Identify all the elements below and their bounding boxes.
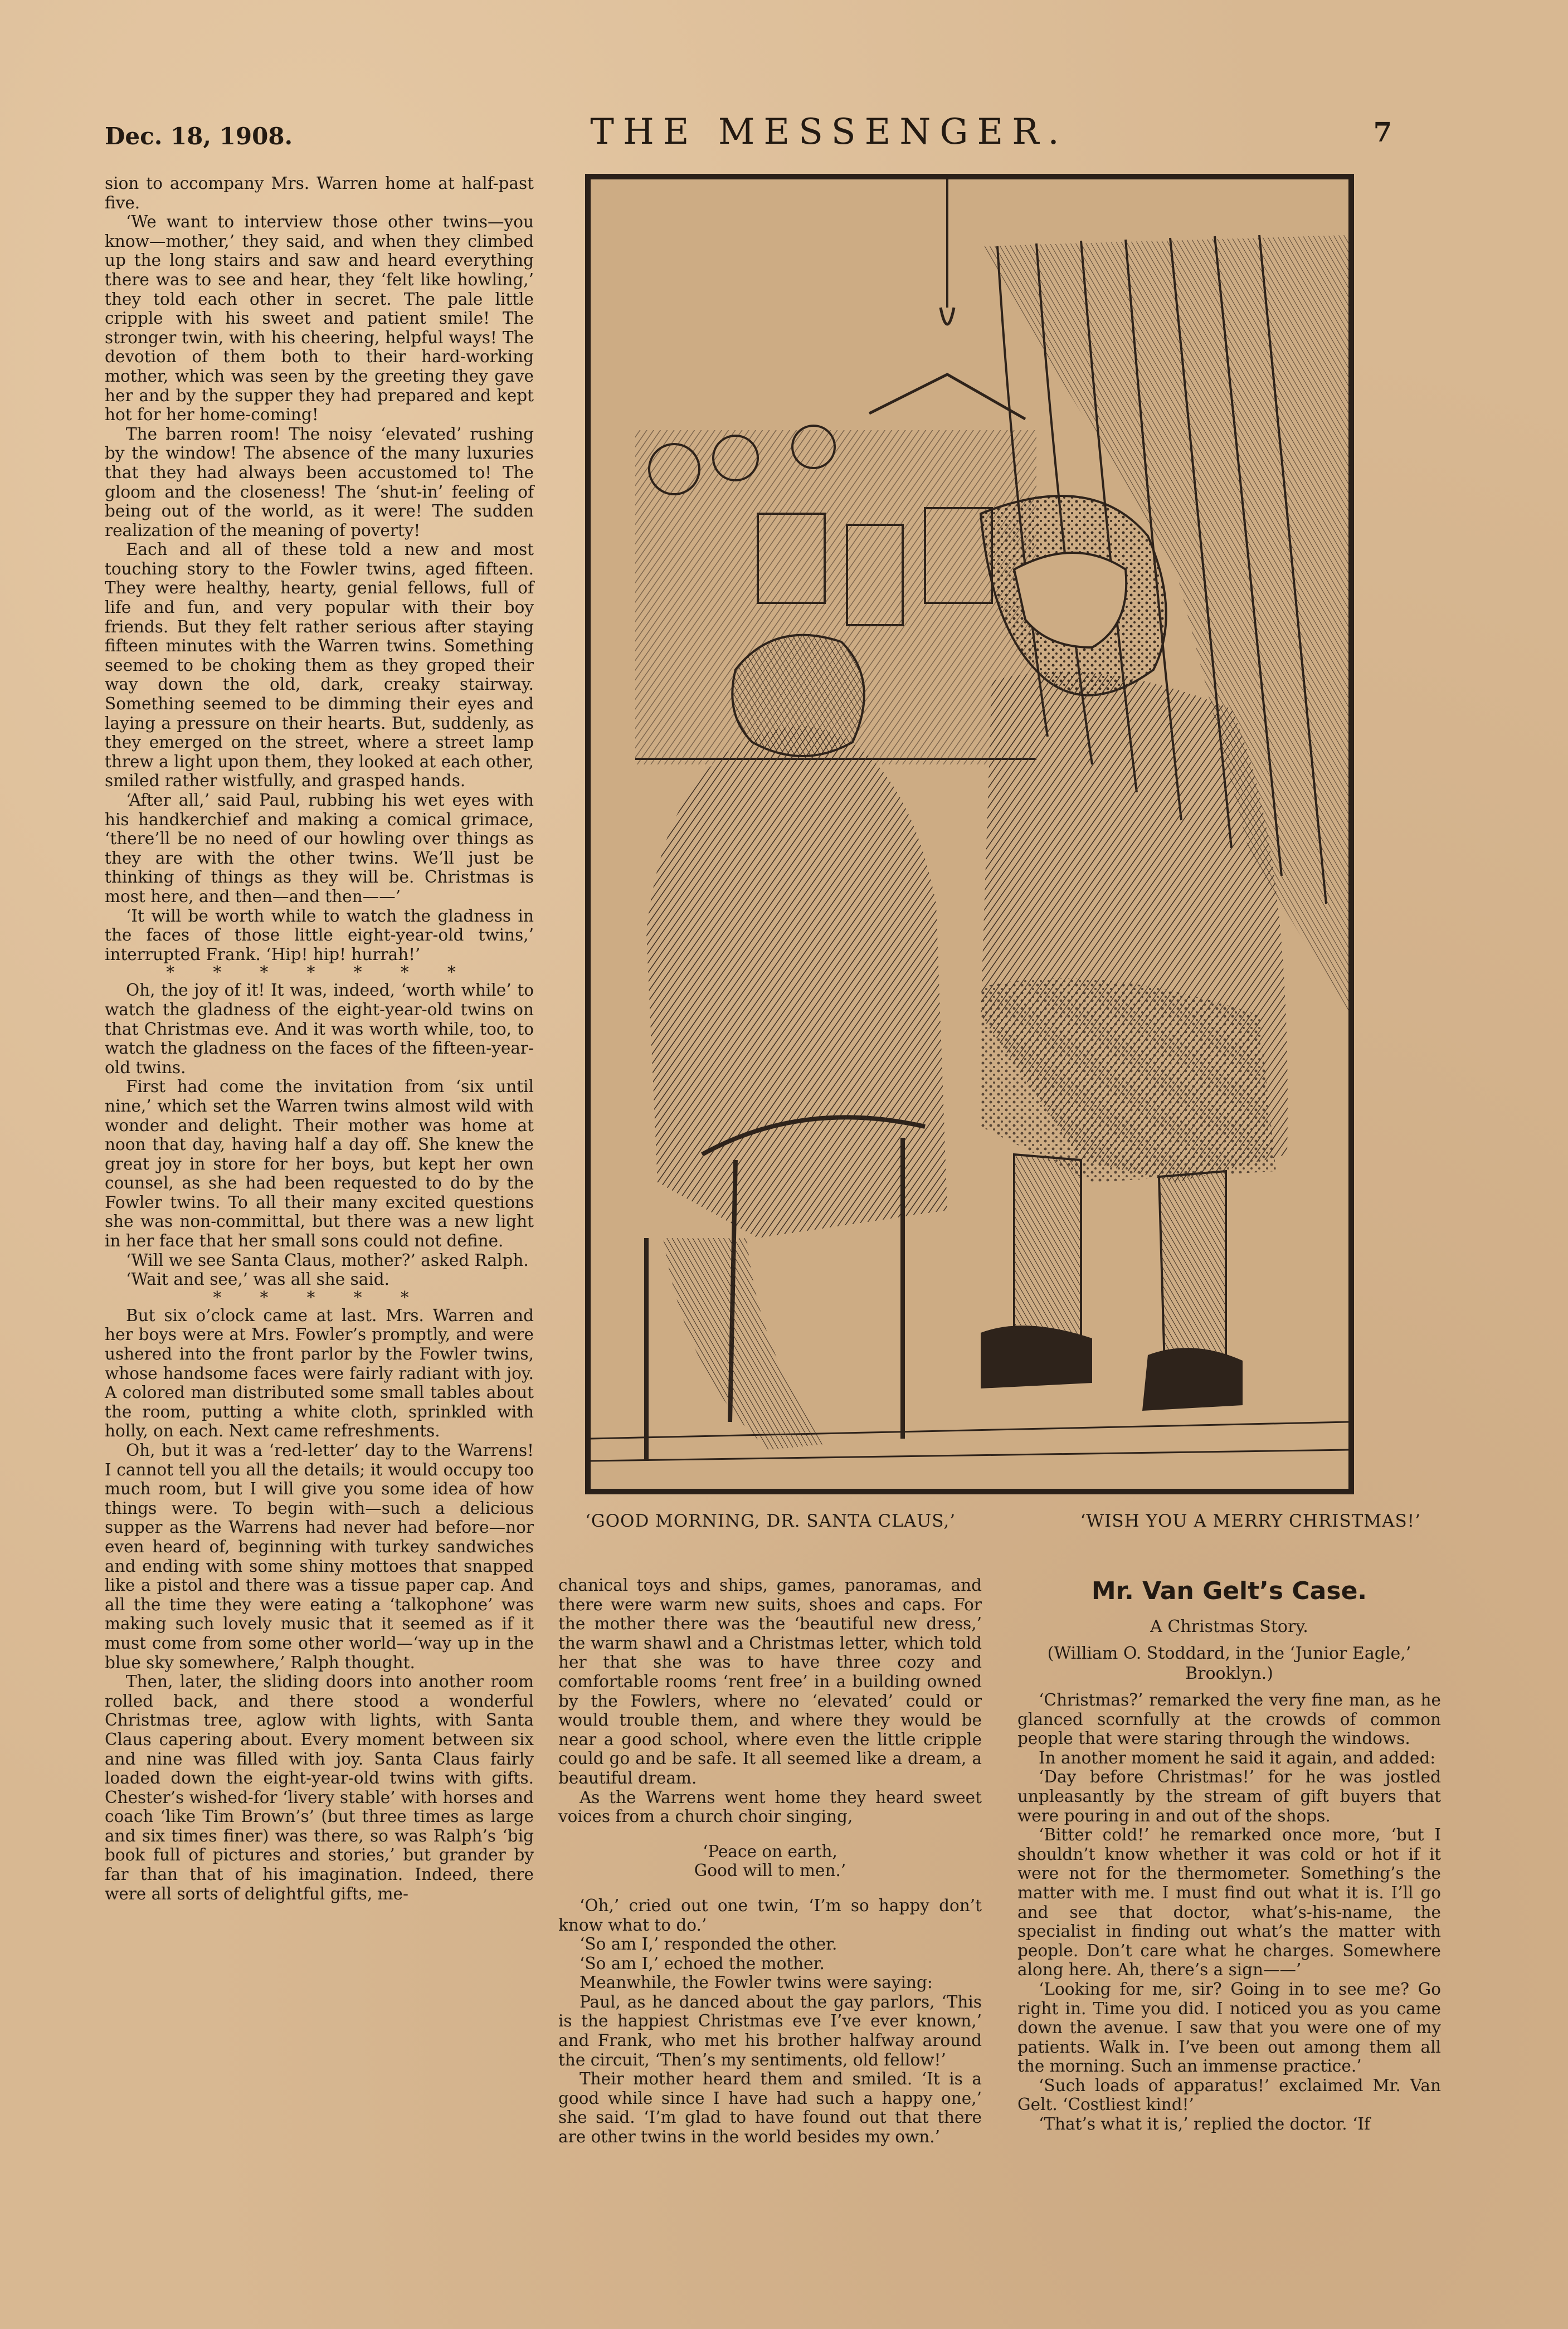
paragraph: ‘Christmas?’ remarked the very fine man, as he glanced scornfully at the crowds of common people that were staring through the windows.: [1017, 1690, 1441, 1748]
paragraph: ‘Oh,’ cried out one twin, ‘I’m so happy don’t know what to do.’: [558, 1896, 982, 1935]
paragraph: Oh, the joy of it! It was, indeed, ‘worth while’ to watch the gladness of the eight-year-old twins on that Christmas eve. And it was worth while, too, to watch the gladness on the faces of the fifteen-year-old twins.: [105, 981, 534, 1077]
paragraph: Each and all of these told a new and most touching story to the Fowler twins, aged fifteen. They were healthy, hearty, genial fellows, full of life and fun, and very popular with their boy friends. But they felt rather serious after staying fifteen minutes with the Warren twins. Something seemed to be choking them as they groped their way down the old, dark, creaky stairway. Something seemed to be dimming their eyes and laying a pressure on their hearts. But, suddenly, as they emerged on the street, where a street lamp threw a light upon them, they looked at each other, smiled rather wistfully, and grasped hands.: [105, 540, 534, 791]
column-left: [105, 174, 534, 1903]
verse-line: ‘Peace on earth,: [703, 1841, 837, 1861]
caption-left: ‘GOOD MORNING, DR. SANTA CLAUS,’: [585, 1511, 956, 1531]
page-number: 7: [1373, 117, 1392, 148]
section-break-stars: * * * * *: [213, 1288, 426, 1307]
paragraph: ‘Wait and see,’ was all she said.: [126, 1270, 390, 1289]
verse-line: Good will to men.’: [694, 1861, 846, 1880]
paragraph: Then, later, the sliding doors into another room rolled back, and there stood a wonderful Christmas tree, aglow with lights, with Santa Claus capering about. Every moment between six and nine was filled with joy. Santa Claus fairly loaded down the eight-year-old twins with gifts. Chester’s wished-for ‘livery stable’ with horses and coach ‘like Tim Brown’s’ (but three times as large and six times finer) was there, so was Ralph’s ‘big book full of pictures and stories,’ but grander by far than that of his imagination. Indeed, there were all sorts of delightful gifts, me-: [105, 1672, 534, 1903]
paragraph: Oh, but it was a ‘red-letter’ day to the Warrens! I cannot tell you all the details; it would occupy too much room, but I will give you some idea of how things were. To begin with—such a delicious supper as the Warrens had never had before—nor even heard of, beginning with turkey sandwiches and ending with some shiny mottoes that snapped like a pistol and there was a tissue paper cap. And all the time they were eating a ‘talkophone’ was making such lovely music that it seemed as if it must come from some other world—‘way up in the blue sky somewhere,’ Ralph thought.: [105, 1441, 534, 1672]
paragraph: chanical toys and ships, games, panoramas, and there were warm new suits, shoes and caps. For the mother there was the ‘beautiful new dress,’ the warm shawl and a Christmas letter, which told her that she was to have three cozy and comfortable rooms ‘rent free’ in a building owned by the Fowlers, where no ‘elevated’ could or would trouble them, and where they would be near a good school, where even the little cripple could go and be safe. It all seemed like a dream, a beautiful dream.: [558, 1576, 982, 1787]
illustration-drawing: [591, 179, 1348, 1489]
issue-date: Dec. 18, 1908.: [105, 123, 293, 150]
paragraph: Meanwhile, the Fowler twins were saying:: [580, 1973, 933, 1992]
paragraph: ‘So am I,’ echoed the mother.: [580, 1953, 825, 1973]
paragraph: ‘After all,’ said Paul, rubbing his wet eyes with his handkerchief and making a comical grimace, ‘there’ll be no need of our howling over things as they are with the other twins. We’ll just be thinking of things as they will be. Christmas is most here, and then—and then——’: [105, 791, 534, 906]
paragraph: In another moment he said it again, and added:: [1039, 1748, 1436, 1767]
paragraph: ‘So am I,’ responded the other.: [580, 1935, 837, 1954]
illustration-caption: [585, 1511, 1421, 1531]
paragraph: ‘Will we see Santa Claus, mother?’ asked Ralph.: [126, 1250, 529, 1270]
story-body: [1017, 1690, 1441, 2134]
santa-illustration: [585, 174, 1354, 1494]
story-subtitle: A Christmas Story.: [1150, 1617, 1308, 1636]
column-middle: [558, 1576, 982, 2147]
paragraph: The barren room! The noisy ‘elevated’ rushing by the window! The absence of the many luxuries that they had always been accustomed to! The gloom and the closeness! The ‘shut-in’ feeling of being out of the world, as it were! The sudden realization of the meaning of poverty!: [105, 424, 534, 540]
story-credit: (William O. Stoddard, in the ‘Junior Eagle,’ Brooklyn.): [1047, 1644, 1411, 1683]
column-right: [1017, 1576, 1441, 2134]
paragraph: ‘That’s what it is,’ replied the doctor. ‘If: [1039, 2114, 1370, 2134]
paragraph: sion to accompany Mrs. Warren home at half-past five.: [105, 174, 534, 212]
paragraph: First had come the invitation from ‘six until nine,’ which set the Warren twins almost wild with wonder and delight. Their mother was home at noon that day, having half a day off. She knew the great joy in store for her boys, but kept her own counsel, as she had been requested to do by the Fowler twins. To all their many excited questions she was non-committal, but there was a new light in her face that her small sons could not define.: [105, 1077, 534, 1251]
caption-right: ‘WISH YOU A MERRY CHRISTMAS!’: [1080, 1511, 1421, 1531]
paragraph: ‘We want to interview those other twins—you know—mother,’ they said, and when they climbed up the long stairs and saw and heard everything there was to see and hear, they ‘felt like howling,’ they told each other in secret. The pale little cripple with his sweet and patient smile! The stronger twin, with his cheering, helpful ways! The devotion of them both to their hard-working mother, which was seen by the greeting they gave her and by the supper they had prepared and kept hot for her home-coming!: [105, 212, 534, 425]
paragraph: ‘Such loads of apparatus!’ exclaimed Mr. Van Gelt. ‘Costliest kind!’: [1017, 2075, 1441, 2114]
paragraph: Their mother heard them and smiled. ‘It is a good while since I have had such a happy one,’ she said. ‘I’m glad to have found out that there are other twins in the world besides my own.’: [558, 2069, 982, 2147]
paragraph: ‘Day before Christmas!’ for he was jostled unpleasantly by the stream of gift buyers that were pouring in and out of the shops.: [1017, 1767, 1441, 1825]
verse: [558, 1842, 982, 1880]
page-header: [105, 111, 1392, 162]
paragraph: But six o’clock came at last. Mrs. Warren and her boys were at Mrs. Fowler’s promptly, and were ushered into the front parlor by the Fowler twins, whose handsome faces were fairly radiant with joy. A colored man distributed some small tables about the room, putting a white cloth, sprinkled with holly, on each. Next came refreshments.: [105, 1305, 534, 1441]
paragraph: As the Warrens went home they heard sweet voices from a church choir singing,: [558, 1787, 982, 1826]
paragraph: ‘It will be worth while to watch the gladness in the faces of those little eight-year-old twins,’ interrupted Frank. ‘Hip! hip! hurrah!’: [105, 906, 534, 964]
paragraph: ‘Looking for me, sir? Going in to see me? Go right in. Time you did. I noticed you as you came down the avenue. I saw that you were one of my patients. Walk in. I’ve been out among them all the morning. Such an immense practice.’: [1017, 1979, 1441, 2076]
masthead: THE MESSENGER.: [590, 111, 1068, 153]
paragraph: ‘Bitter cold!’ he remarked once more, ‘but I shouldn’t know whether it was cold or hot if it were not for the thermometer. Something’s the matter with me. I must find out what it is. I’ll go and see that doctor, what’s-his-name, the specialist in finding out what’s the matter with people. Don’t care what he charges. Somewhere along here. Ah, there’s a sign——’: [1017, 1825, 1441, 1980]
paragraph: Paul, as he danced about the gay parlors, ‘This is the happiest Christmas eve I’ve ever known,’ and Frank, who met his brother halfway around the circuit, ‘Then’s my sentiments, old fellow!’: [558, 1992, 982, 2069]
section-break-stars: * * * * * * *: [166, 963, 473, 982]
story-title: Mr. Van Gelt’s Case.: [1091, 1577, 1367, 1605]
